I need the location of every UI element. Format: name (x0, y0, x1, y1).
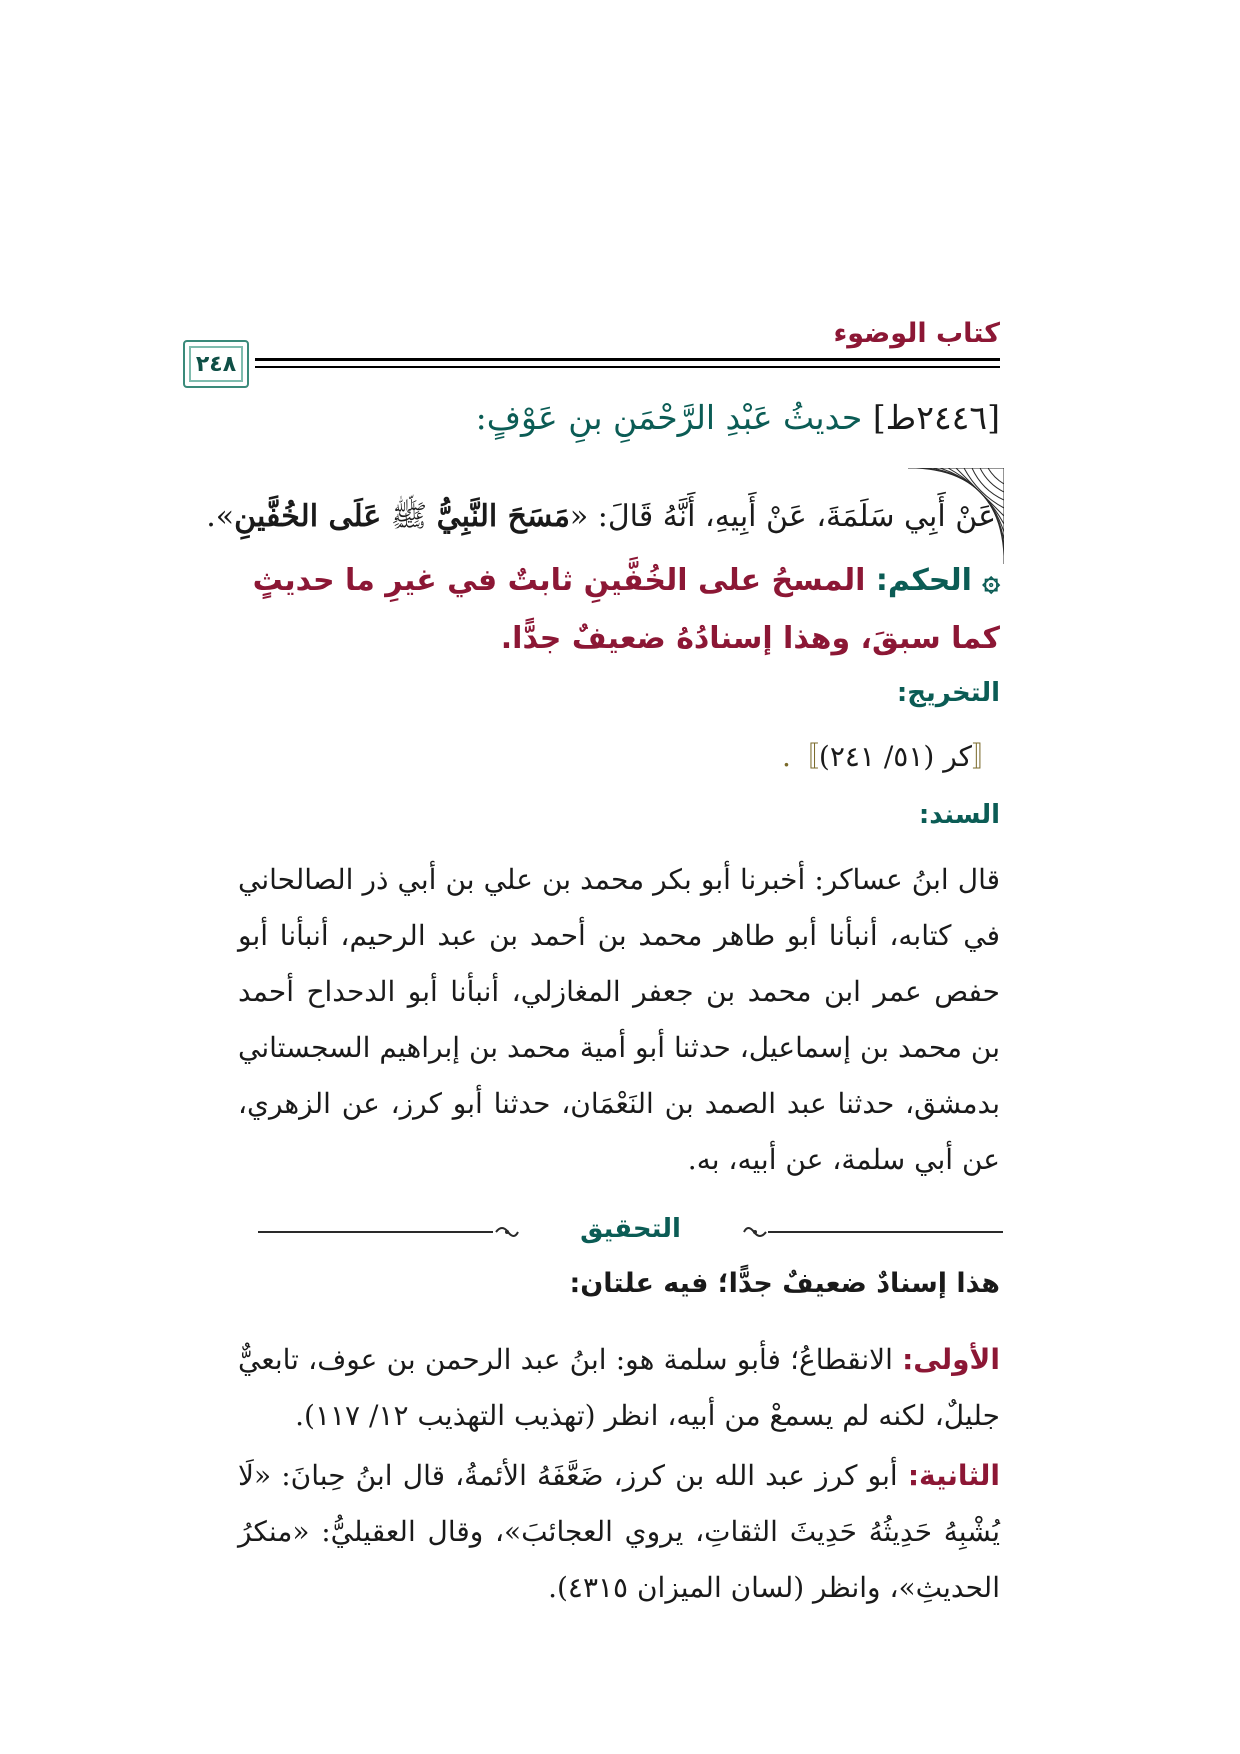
first-defect-label: الأولى: (902, 1343, 1000, 1376)
bracket-close-icon: 〛. (781, 740, 819, 773)
hadith-title (476, 398, 1000, 437)
sanad-label: السند: (918, 800, 1000, 830)
ruling-block (240, 552, 1000, 668)
first-defect-text: الانقطاعُ؛ فأبو سلمة هو: ابنُ عبد الرحمن بن عوف، تابعيٌّ جليلٌ، لكنه لم يسمعْ من أبيه، انظر (تهذيب التهذيب ١٢/ ١١٧). (238, 1343, 1000, 1432)
header-rule (255, 358, 1000, 361)
hadith-number: [٢٤٤٦ط] (872, 398, 1000, 437)
matn-bold-2: عَلَى الخُفَّينِ (234, 499, 382, 534)
second-defect-label: الثانية: (907, 1459, 1000, 1492)
matn-bold-1: مَسَحَ النَّبِيُّ (436, 499, 570, 534)
analysis-summary: هذا إسنادٌ ضعيفٌ جدًّا؛ فيه علتان: (569, 1268, 1000, 1299)
hadith-matn (206, 498, 996, 541)
hadith-title-text: حديثُ عَبْدِ الرَّحْمَنِ بنِ عَوْفٍ: (475, 398, 863, 437)
page-number: ٢٤٨ (183, 340, 249, 388)
salutation-glyph: ﷺ (390, 499, 428, 534)
header-rule-thin (255, 366, 1000, 368)
tahqiq-divider (258, 1212, 1003, 1252)
ruling-text: المسحُ على الخُفَّينِ ثابتٌ في غيرِ ما حديثٍ كما سبقَ، وهذا إسنادُهُ ضعيفٌ جدًّا. (252, 563, 1000, 656)
running-title: كتاب الوضوء (833, 318, 1000, 349)
divider-line-left (258, 1231, 493, 1233)
scroll-ornament-icon-right (742, 1222, 768, 1242)
takhrij-reference (782, 735, 1000, 775)
matn-end: ». (206, 499, 235, 534)
second-defect-text: أبو كرز عبد الله بن كرز، ضَعَّفَهُ الأئمةُ، قال ابنُ حِبانَ: «لَا يُشْبِهُ حَدِيثُهُ حَدِيثَ الثقاتِ، يروي العجائبَ»، وقال العقيليُّ: «منكرُ الحديثِ»، وانظر (لسان الميزان ٤٣١٥). (238, 1459, 1000, 1604)
second-defect (238, 1448, 1000, 1616)
scroll-ornament-icon (494, 1222, 520, 1242)
bracket-open-icon: 〚 (971, 740, 1000, 773)
first-defect (238, 1332, 1000, 1444)
takhrij-label: التخريج: (896, 678, 1000, 708)
divider-line-right (768, 1231, 1003, 1233)
sanad-text: قال ابنُ عساكر: أخبرنا أبو بكر محمد بن علي بن أبي ذر الصالحاني في كتابه، أنبأنا أبو طاهر محمد بن أحمد بن عبد الرحيم، أنبأنا أبو حفص عمر ابن محمد بن جعفر المغازلي، أنبأنا أبو الدحداح أحمد بن محمد بن إسماعيل، حدثنا أبو أمية محمد بن إبراهيم السجستاني بدمشق، حدثنا عبد الصمد بن النَعْمَان، حدثنا أبو كرز، عن الزهري، عن أبي سلمة، عن أبيه، به. (238, 863, 1000, 1176)
ruling-label: الحكم: (875, 563, 972, 598)
takhrij-source: كر (٥١/ ٢٤١) (818, 740, 972, 773)
tahqiq-title: التحقيق (580, 1214, 681, 1244)
matn-intro: عَنْ أَبِي سَلَمَةَ، عَنْ أَبِيهِ، أَنَّهُ قَالَ: « (569, 499, 996, 534)
rosette-icon: ۞ (982, 563, 1000, 598)
